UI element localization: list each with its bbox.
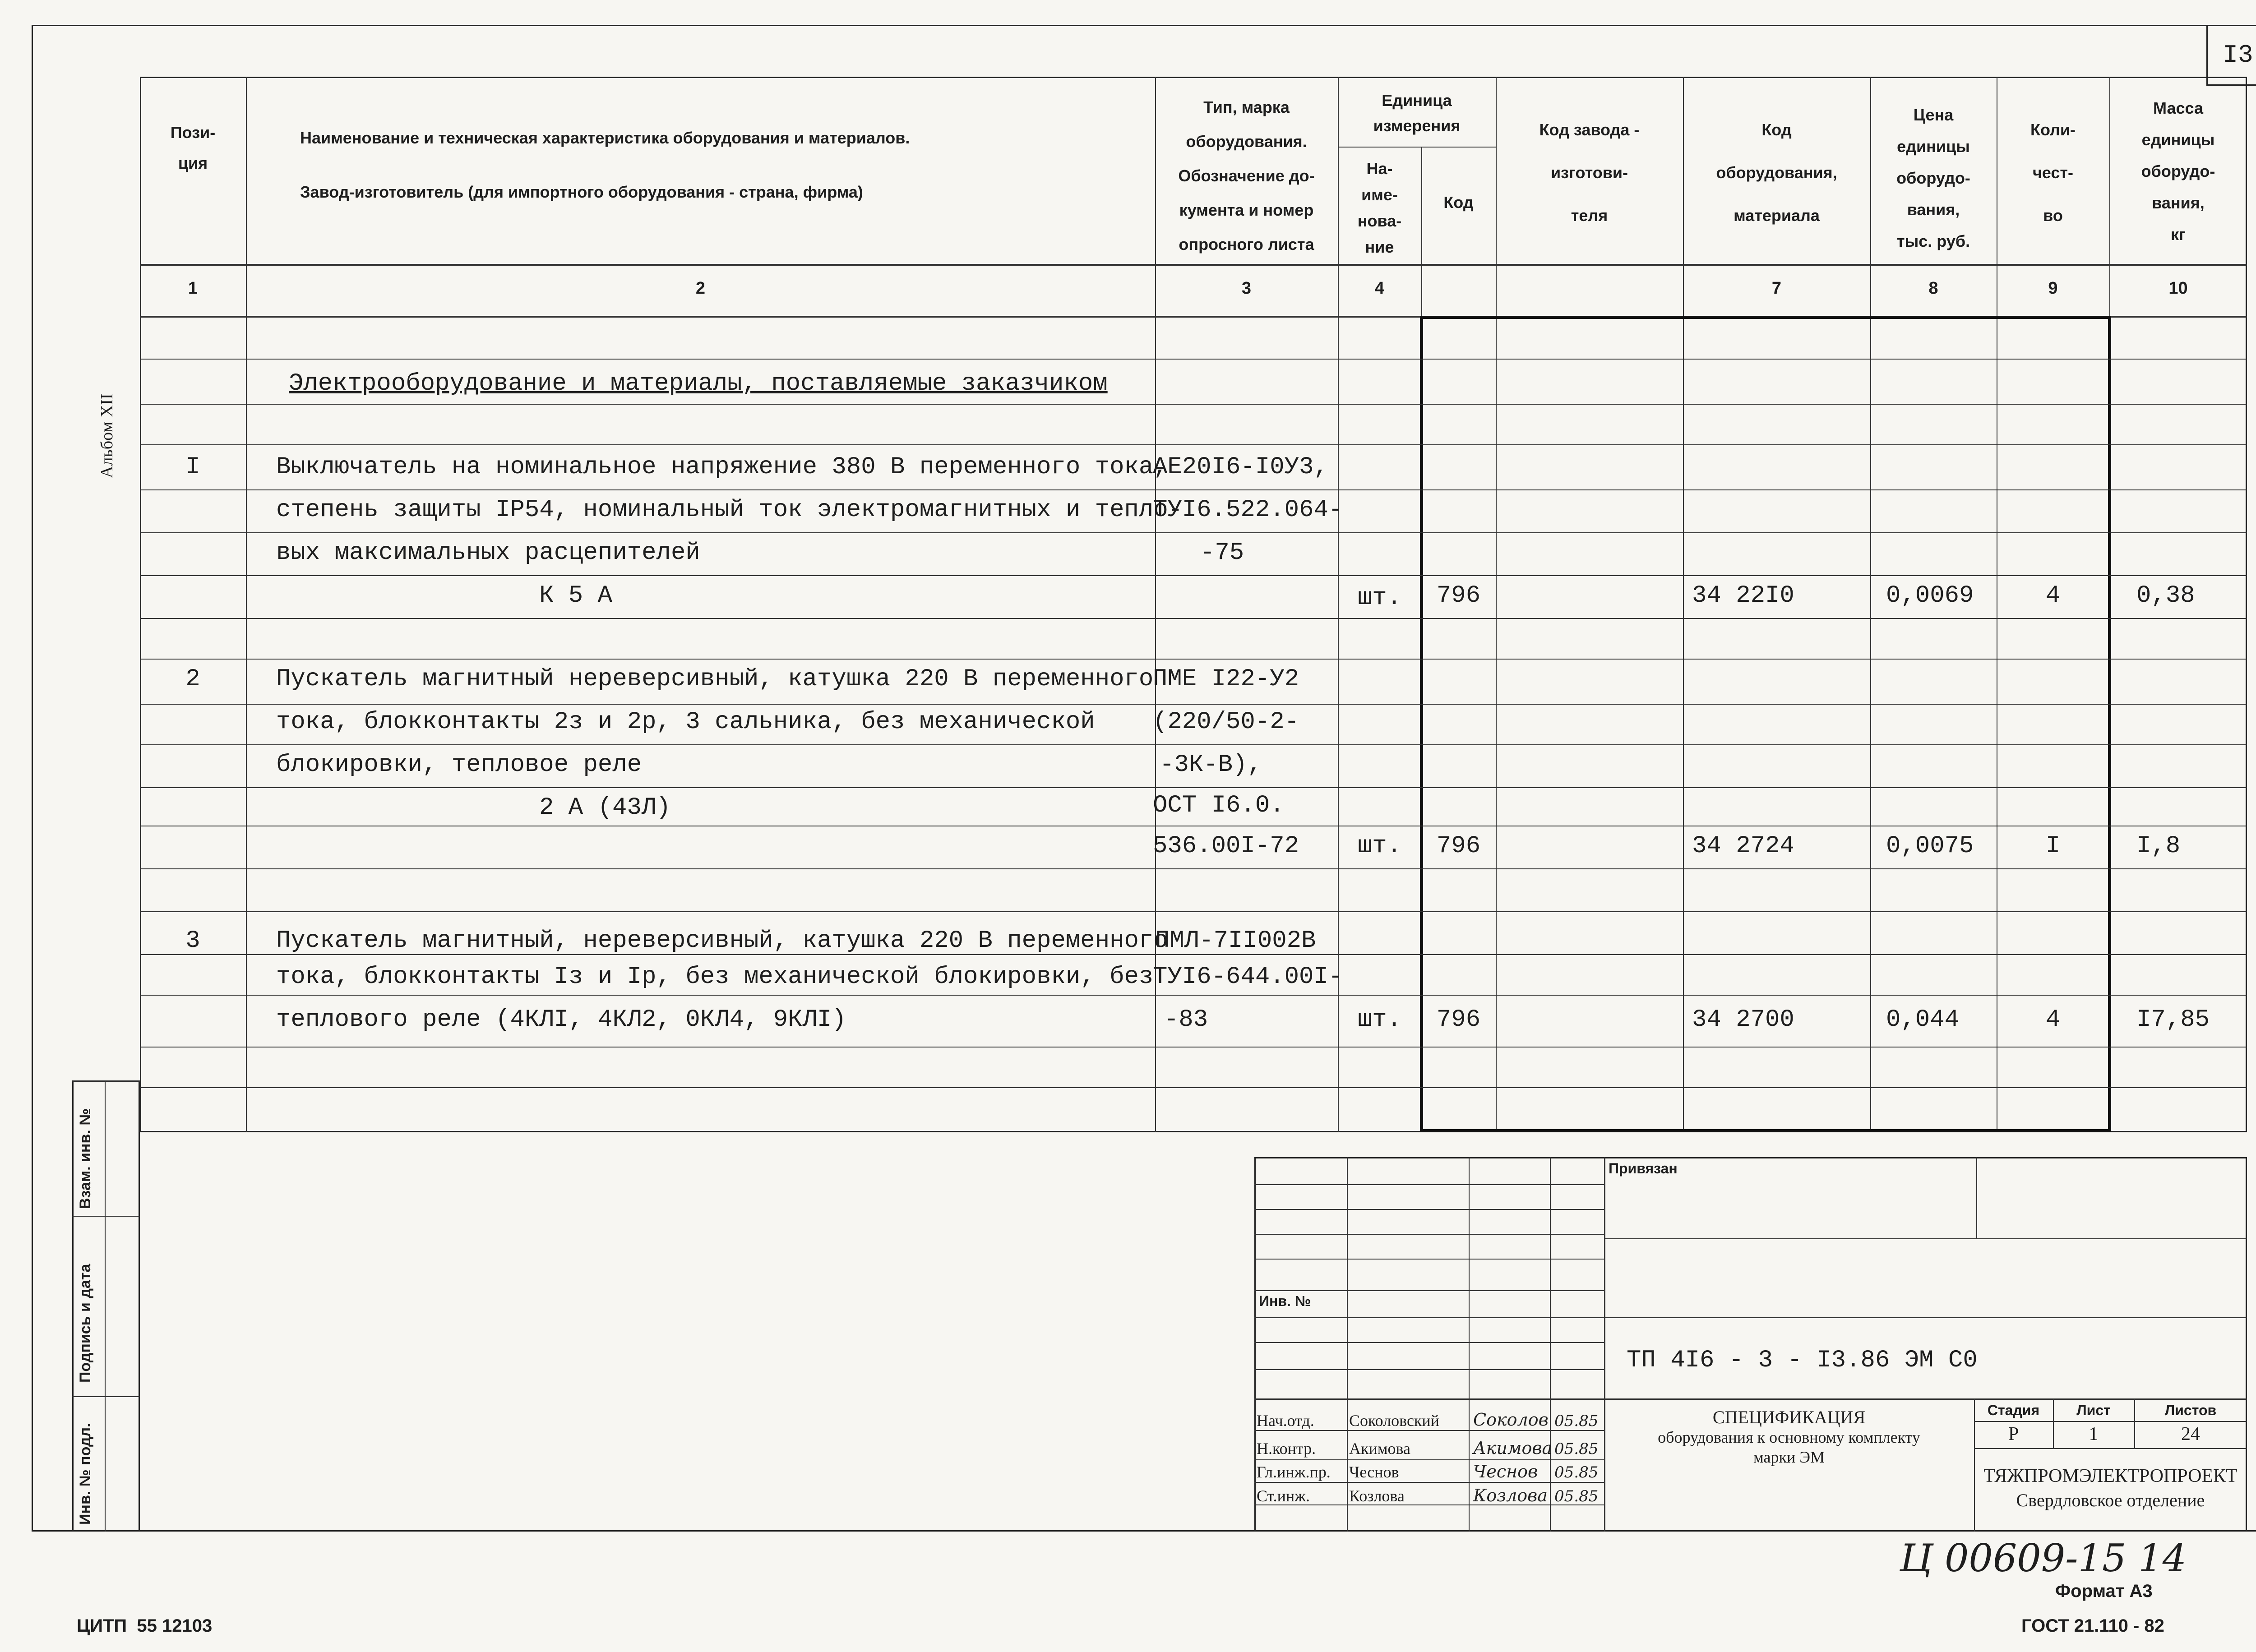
inv-label: Инв. № bbox=[1259, 1293, 1311, 1309]
signature: Козлова bbox=[1473, 1486, 1548, 1505]
page-number: I3 bbox=[2223, 41, 2253, 69]
item-description: степень защиты IP54, номинальный ток электромагнитных и тепло- bbox=[276, 496, 1183, 524]
hdr-factory-code: Код завода - изготови- теля bbox=[1539, 120, 1640, 225]
item-type: -83 bbox=[1164, 1006, 1208, 1034]
thick-bottom bbox=[1420, 1129, 2111, 1132]
document-title: СПЕЦИФИКАЦИЯ оборудования к основному комплекту марки ЭМ bbox=[1658, 1407, 1920, 1466]
item-description: вых максимальных расцепителей bbox=[276, 539, 700, 567]
item-description: К 5 А bbox=[539, 582, 613, 609]
item-mass: I7,85 bbox=[2136, 1006, 2210, 1034]
organization: ТЯЖПРОМЭЛЕКТРОПРОЕКТ Свердловское отделение bbox=[1983, 1466, 2238, 1510]
signatory-role: Н.контр. bbox=[1257, 1440, 1316, 1458]
sheets-label: Листов bbox=[2164, 1402, 2217, 1418]
signature-date: 05.85 bbox=[1554, 1463, 1599, 1481]
item-type: ПМЕ I22-У2 bbox=[1153, 665, 1299, 693]
hdr-price: Цена единицы оборудо- вания, тыс. руб. bbox=[1896, 106, 1970, 250]
signatory-name: Козлова bbox=[1349, 1487, 1405, 1505]
signatory-name: Акимова bbox=[1349, 1440, 1411, 1458]
unit-split-line bbox=[1338, 147, 1496, 148]
paper-format: Формат А3 bbox=[2055, 1581, 2153, 1601]
item-type: ПМЛ-7II002В bbox=[1155, 927, 1316, 955]
signature-date: 05.85 bbox=[1554, 1440, 1599, 1458]
hdr-name: Наименование и техническая характеристика оборудования и материалов. Завод-изготовитель (для импортного оборудования - страна, фирма) bbox=[300, 129, 910, 201]
album-label: Альбом XII bbox=[97, 393, 116, 478]
item-unit: шт. bbox=[1357, 584, 1402, 612]
item-description: Пускатель магнитный нереверсивный, катушка 220 В переменного bbox=[276, 665, 1154, 693]
item-type: -3К-В), bbox=[1160, 751, 1262, 779]
item-type: 536.00I-72 bbox=[1153, 832, 1299, 860]
col-number: 10 bbox=[2168, 279, 2188, 298]
signatory-role: Ст.инж. bbox=[1257, 1487, 1310, 1505]
item-type: ОСТ I6.0. bbox=[1153, 792, 1285, 819]
item-code: 34 2724 bbox=[1692, 832, 1794, 860]
col-number: 2 bbox=[695, 279, 706, 298]
sheet-label: Лист bbox=[2076, 1402, 2111, 1418]
hdr-unit-code: Код bbox=[1443, 193, 1474, 212]
item-description: блокировки, тепловое реле bbox=[276, 751, 642, 779]
stage-value: Р bbox=[2008, 1424, 2019, 1444]
item-price: 0,044 bbox=[1886, 1006, 1960, 1034]
item-type: ТУI6-644.00I- bbox=[1153, 963, 1343, 991]
hdr-position: Пози- ция bbox=[170, 123, 216, 172]
item-mass: 0,38 bbox=[2136, 582, 2195, 609]
signature: Чеснов bbox=[1473, 1462, 1538, 1481]
item-unit-code: 796 bbox=[1436, 1006, 1481, 1034]
hdr-equipment-code: Код оборудования, материала bbox=[1716, 120, 1837, 225]
signature-date: 05.85 bbox=[1554, 1487, 1599, 1505]
stamp-replacement-inv: Взам. инв. № bbox=[77, 1108, 94, 1209]
col-number: 9 bbox=[2048, 279, 2058, 298]
signature: Акимова bbox=[1473, 1438, 1553, 1458]
thick-top bbox=[1420, 316, 2111, 319]
col-number: 4 bbox=[1374, 279, 1385, 298]
section-title: Электрооборудование и материалы, поставляемые заказчиком bbox=[289, 370, 1108, 397]
item-type: -75 bbox=[1200, 539, 1244, 567]
item-position: 2 bbox=[185, 665, 200, 693]
signatory-name: Соколовский bbox=[1349, 1412, 1439, 1430]
signatory-role: Гл.инж.пр. bbox=[1257, 1463, 1331, 1481]
item-quantity: 4 bbox=[2045, 1006, 2061, 1034]
stage-label: Стадия bbox=[1987, 1402, 2040, 1418]
item-description: Пускатель магнитный, нереверсивный, катушка 220 В переменного bbox=[276, 927, 1168, 955]
item-type: (220/50-2- bbox=[1153, 708, 1299, 736]
item-description: 2 А (43Л) bbox=[539, 794, 671, 821]
header-bottom-line bbox=[140, 264, 2247, 266]
item-description: тока, блокконтакты Iз и Iр, без механической блокировки, без bbox=[276, 963, 1154, 991]
item-type: АЕ20I6-I0У3, bbox=[1153, 453, 1328, 481]
handwritten-number: Ц 00609-15 14 bbox=[1900, 1536, 2187, 1580]
hdr-type: Тип, марка оборудования. Обозначение до- кумента и номер опросного листа bbox=[1178, 98, 1315, 254]
item-code: 34 2700 bbox=[1692, 1006, 1794, 1034]
item-price: 0,0069 bbox=[1886, 582, 1974, 609]
item-description: тока, блокконтакты 2з и 2р, 3 сальника, без механической bbox=[276, 708, 1095, 736]
hdr-quantity: Коли- чест- во bbox=[2030, 120, 2076, 225]
col-line-1 bbox=[246, 77, 247, 1132]
item-unit: шт. bbox=[1357, 832, 1402, 860]
item-position: 3 bbox=[185, 927, 200, 955]
hdr-unit: Единица измерения bbox=[1373, 91, 1461, 135]
sheet-value: 1 bbox=[2089, 1424, 2099, 1444]
col-number: 8 bbox=[1928, 279, 1938, 298]
item-quantity: I bbox=[2045, 832, 2061, 860]
col-number: 3 bbox=[1241, 279, 1252, 298]
footer-standard: ГОСТ 21.110 - 82 bbox=[2021, 1616, 2164, 1636]
item-position: I bbox=[185, 453, 200, 481]
hdr-unit-name: На- име- нова- ние bbox=[1357, 159, 1402, 256]
item-description: Выключатель на номинальное напряжение 380 В переменного тока, bbox=[276, 453, 1168, 481]
item-unit-code: 796 bbox=[1436, 582, 1481, 609]
signatory-role: Нач.отд. bbox=[1257, 1412, 1314, 1430]
signature-date: 05.85 bbox=[1554, 1412, 1599, 1430]
footer-code: ЦИТП 55 12103 bbox=[77, 1616, 213, 1636]
privyazan-label: Привязан bbox=[1609, 1160, 1678, 1177]
item-quantity: 4 bbox=[2045, 582, 2061, 609]
item-unit: шт. bbox=[1357, 1006, 1402, 1034]
item-code: 34 22I0 bbox=[1692, 582, 1794, 609]
item-unit-code: 796 bbox=[1436, 832, 1481, 860]
col-number: 1 bbox=[188, 279, 198, 298]
item-mass: I,8 bbox=[2136, 832, 2181, 860]
signatory-name: Чеснов bbox=[1349, 1463, 1399, 1481]
item-description: теплового реле (4КЛI, 4КЛ2, 0КЛ4, 9КЛI) bbox=[276, 1006, 846, 1034]
sheets-value: 24 bbox=[2181, 1424, 2200, 1444]
stamp-signature-date: Подпись и дата bbox=[77, 1264, 94, 1383]
stamp-inv-orig: Инв. № подл. bbox=[77, 1423, 94, 1525]
item-type: ТУI6.522.064- bbox=[1153, 496, 1343, 524]
document-code: ТП 4I6 - 3 - I3.86 ЭМ С0 bbox=[1627, 1347, 1978, 1374]
col-number: 7 bbox=[1771, 279, 1782, 298]
item-price: 0,0075 bbox=[1886, 832, 1974, 860]
hdr-mass: Масса единицы оборудо- вания, кг bbox=[2141, 99, 2215, 244]
signature: Соколов bbox=[1473, 1410, 1549, 1430]
